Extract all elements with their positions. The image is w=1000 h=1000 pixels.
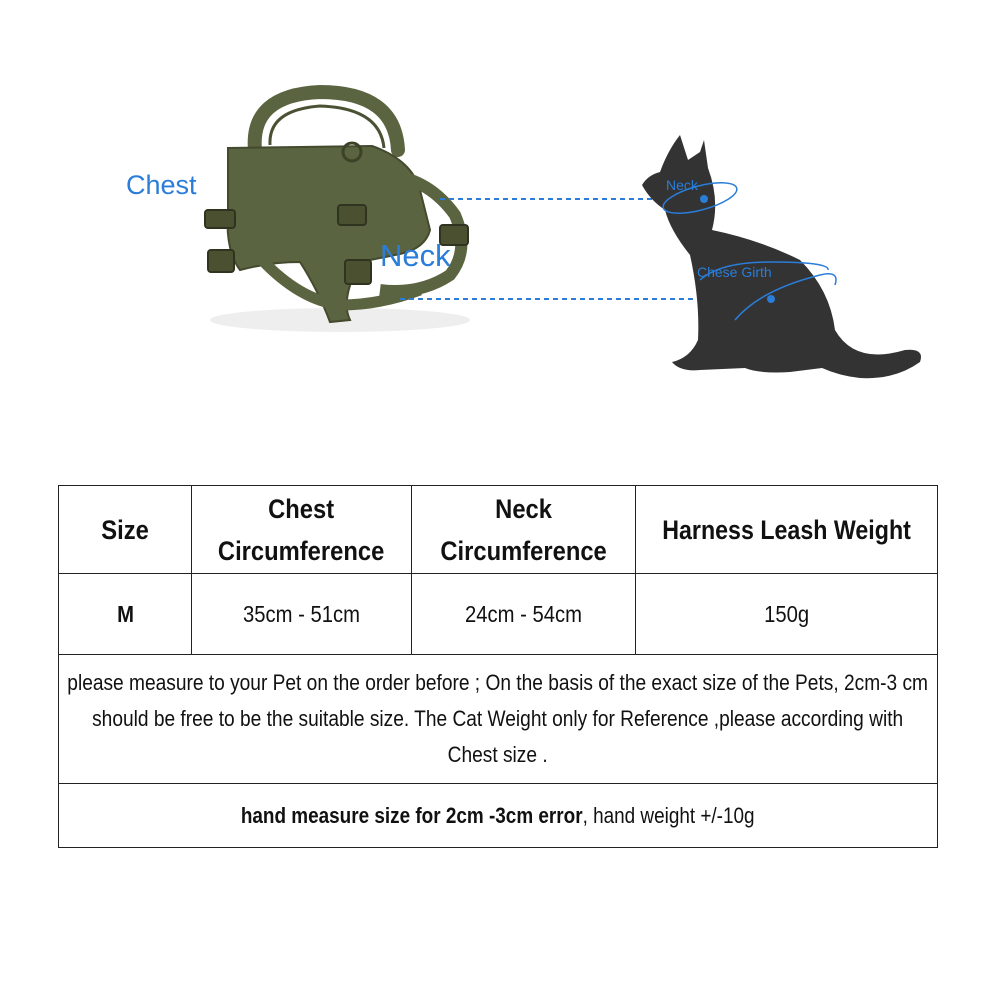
- harness-handle-inner: [270, 106, 384, 148]
- table-header-row: [59, 486, 938, 574]
- cell-size: M: [59, 574, 192, 655]
- harness-buckle: [205, 210, 235, 228]
- illustration-drawing: [0, 0, 1000, 420]
- table-row: [59, 574, 938, 655]
- harness-buckle: [338, 205, 366, 225]
- table-footer-row: [59, 784, 938, 848]
- error-note-bold: hand measure size for 2cm -3cm error: [241, 802, 583, 828]
- cat-girth-point: [767, 295, 775, 303]
- size-table: [58, 485, 938, 848]
- header-neck: Neck Circumference: [411, 486, 635, 574]
- cell-weight: 150g: [635, 574, 937, 655]
- harness-chest-label: Chest: [126, 170, 197, 200]
- cat-neck-label: Neck: [666, 177, 698, 193]
- cat-silhouette: [642, 135, 921, 378]
- header-chest: Chest Circumference: [192, 486, 411, 574]
- cat-neck-point: [700, 195, 708, 203]
- illustration: [0, 0, 1000, 420]
- harness-buckle: [345, 260, 371, 284]
- cell-neck: 24cm - 54cm: [411, 574, 635, 655]
- cell-chest: 35cm - 51cm: [192, 574, 411, 655]
- measure-note: please measure to your Pet on the order before ; On the basis of the exact size of the Pets, 2cm-3 cm should be free to be the suitable size. The Cat Weight only for Reference ,please according with Chest size .: [59, 655, 938, 784]
- header-size: Size: [59, 486, 192, 574]
- harness-neck-label: Neck: [380, 238, 451, 273]
- error-note: [59, 784, 938, 848]
- table-note-row: [59, 655, 938, 784]
- cat-girth-label: Chese Girth: [697, 264, 772, 280]
- error-note-rest: , hand weight +/-10g: [582, 802, 755, 828]
- harness-buckle: [208, 250, 234, 272]
- header-weight: Harness Leash Weight: [635, 486, 937, 574]
